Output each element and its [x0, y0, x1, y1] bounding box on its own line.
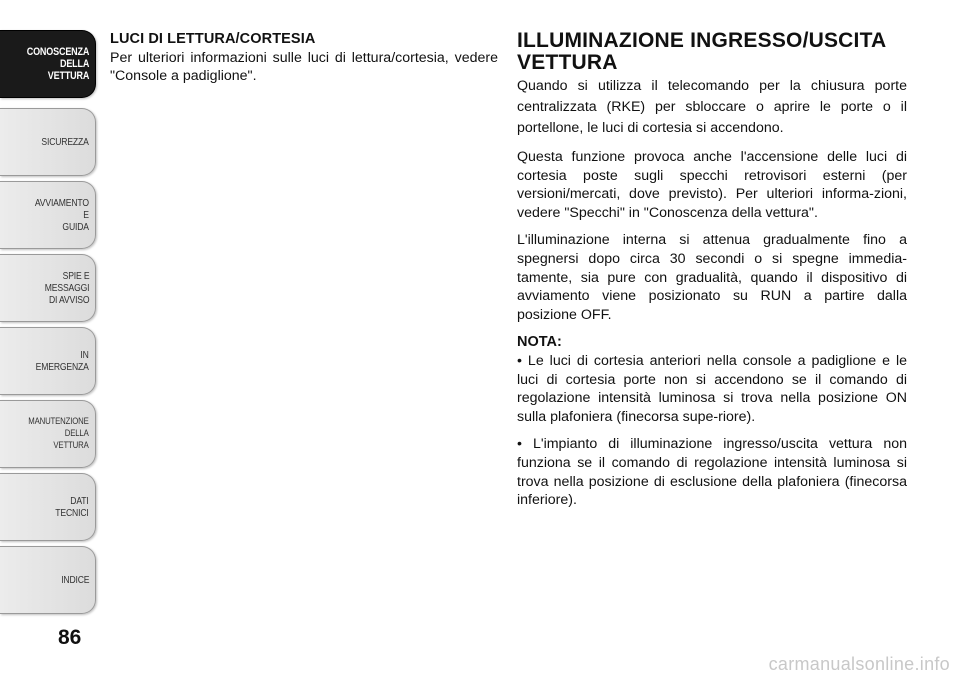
section-title: ILLUMINAZIONE INGRESSO/USCITA VETTURA	[517, 29, 886, 74]
tab-conoscenza-della-vettura[interactable]	[0, 30, 96, 98]
watermark: carmanualsonline.info	[768, 654, 950, 674]
paragraph: Questa funzione provoca anche l'accensione delle luci di cortesia poste sugli specchi retrovisori esterni (per versioni/mercati, dove previsto). Per ulteriori informa-zioni, vedere "Specchi" in "Conoscenza della vettura".	[517, 149, 907, 221]
section-text: Per ulteriori informazioni sulle luci di lettura/cortesia, vedere "Console a padiglione".	[110, 49, 498, 85]
note-item: • Le luci di cortesia anteriori nella console a padiglione e le luci di cortesia porte non si accendono se il comando di regolazione intensità luminosa si trova nella posizione ON sulla plafoniera (finecorsa supe-riore).	[517, 352, 907, 425]
tab-label: INDICE	[60, 574, 89, 586]
left-column	[110, 30, 498, 95]
right-column	[517, 30, 907, 519]
note-item: • L'impianto di illuminazione ingresso/uscita vettura non funziona se il comando di regolazione intensità luminosa si trova nella posizione di esclusione della plafoniera (finecorsa inferiore).	[517, 436, 907, 509]
paragraph: Quando si utilizza il telecomando per la chiusura porte centralizzata (RKE) per sbloccare o aprire le porte o il portellone, le luci di cortesia si accendono.	[517, 78, 907, 136]
tab-avviamento-e-guida[interactable]	[0, 181, 96, 249]
tab-label: SICUREZZA	[41, 136, 89, 148]
tab-indice[interactable]	[0, 546, 96, 614]
tab-label: CONOSCENZA DELLA VETTURA	[26, 46, 89, 82]
tab-label: IN EMERGENZA	[35, 349, 89, 373]
tab-sicurezza[interactable]	[0, 108, 96, 176]
tab-label: AVVIAMENTO E GUIDA	[34, 197, 89, 233]
tab-spie-e-messaggi[interactable]	[0, 254, 96, 322]
tab-label: DATI TECNICI	[55, 495, 89, 519]
tab-in-emergenza[interactable]	[0, 327, 96, 395]
tab-label: MANUTENZIONE DELLA VETTURA	[28, 416, 89, 451]
section-tabs	[0, 0, 100, 640]
section-heading: LUCI DI LETTURA/CORTESIA	[110, 31, 316, 47]
note-label: NOTA:	[517, 334, 562, 351]
paragraph: L'illuminazione interna si attenua gradualmente fino a spegnersi dopo circa 30 secondi o si spegne immedia-tamente, sia pure con gradualità, quando il dispositivo di avviamento viene posizionato su RUN a partire dalla posizione OFF.	[517, 232, 907, 323]
tab-manutenzione-della-vettura[interactable]	[0, 400, 96, 468]
tab-dati-tecnici[interactable]	[0, 473, 96, 541]
page-number: 86	[58, 626, 82, 649]
tab-label: SPIE E MESSAGGI DI AVVISO	[44, 270, 89, 306]
